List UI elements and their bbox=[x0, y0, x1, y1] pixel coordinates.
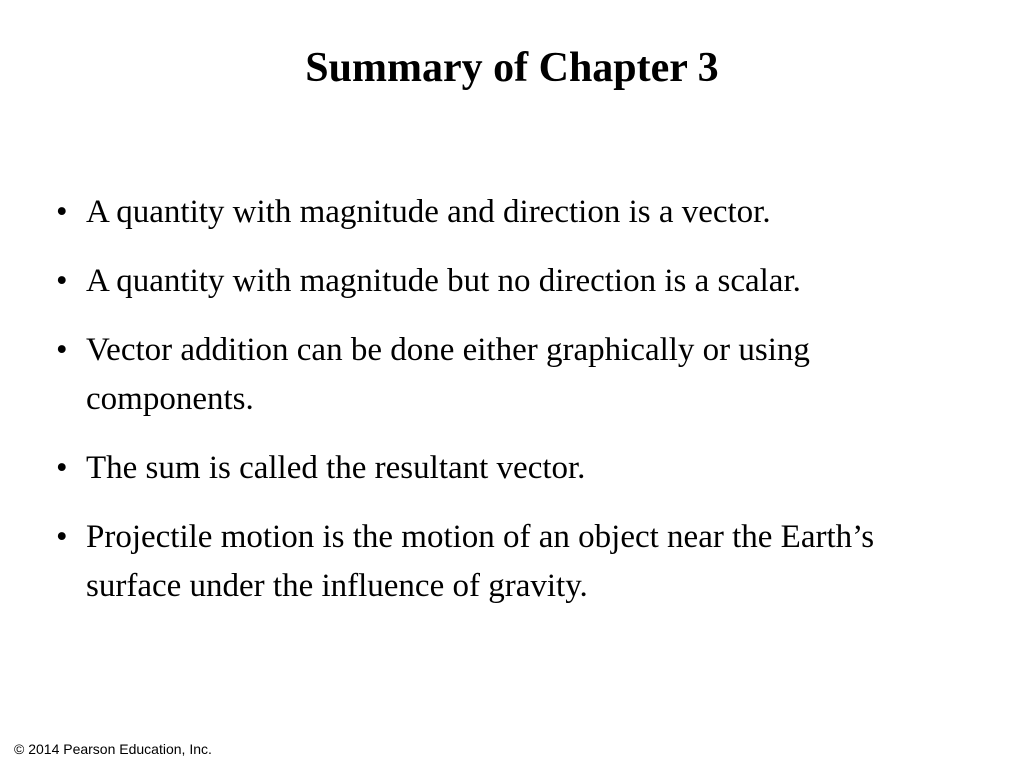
bullet-dot-icon: • bbox=[56, 519, 68, 555]
bullet-text: Projectile motion is the motion of an object near the Earth’s surface under the influence of gravity. bbox=[86, 519, 875, 604]
bullet-dot-icon: • bbox=[56, 332, 68, 368]
slide-title: Summary of Chapter 3 bbox=[305, 45, 719, 91]
bullet-dot-icon: • bbox=[56, 263, 68, 299]
bullet-text: Vector addition can be done either graphically or using components. bbox=[86, 332, 810, 417]
bullet-dot-icon: • bbox=[56, 450, 68, 486]
bullet-list bbox=[50, 188, 990, 631]
bullet-text: A quantity with magnitude and direction is a vector. bbox=[86, 194, 771, 230]
bullet-text: A quantity with magnitude but no direction is a scalar. bbox=[86, 263, 801, 299]
list-item bbox=[50, 513, 966, 611]
list-item bbox=[50, 326, 906, 424]
list-item bbox=[50, 257, 990, 306]
copyright-footer: © 2014 Pearson Education, Inc. bbox=[14, 741, 212, 757]
bullet-text: The sum is called the resultant vector. bbox=[86, 450, 586, 486]
list-item bbox=[50, 188, 990, 237]
list-item bbox=[50, 444, 990, 493]
bullet-dot-icon: • bbox=[56, 194, 68, 230]
